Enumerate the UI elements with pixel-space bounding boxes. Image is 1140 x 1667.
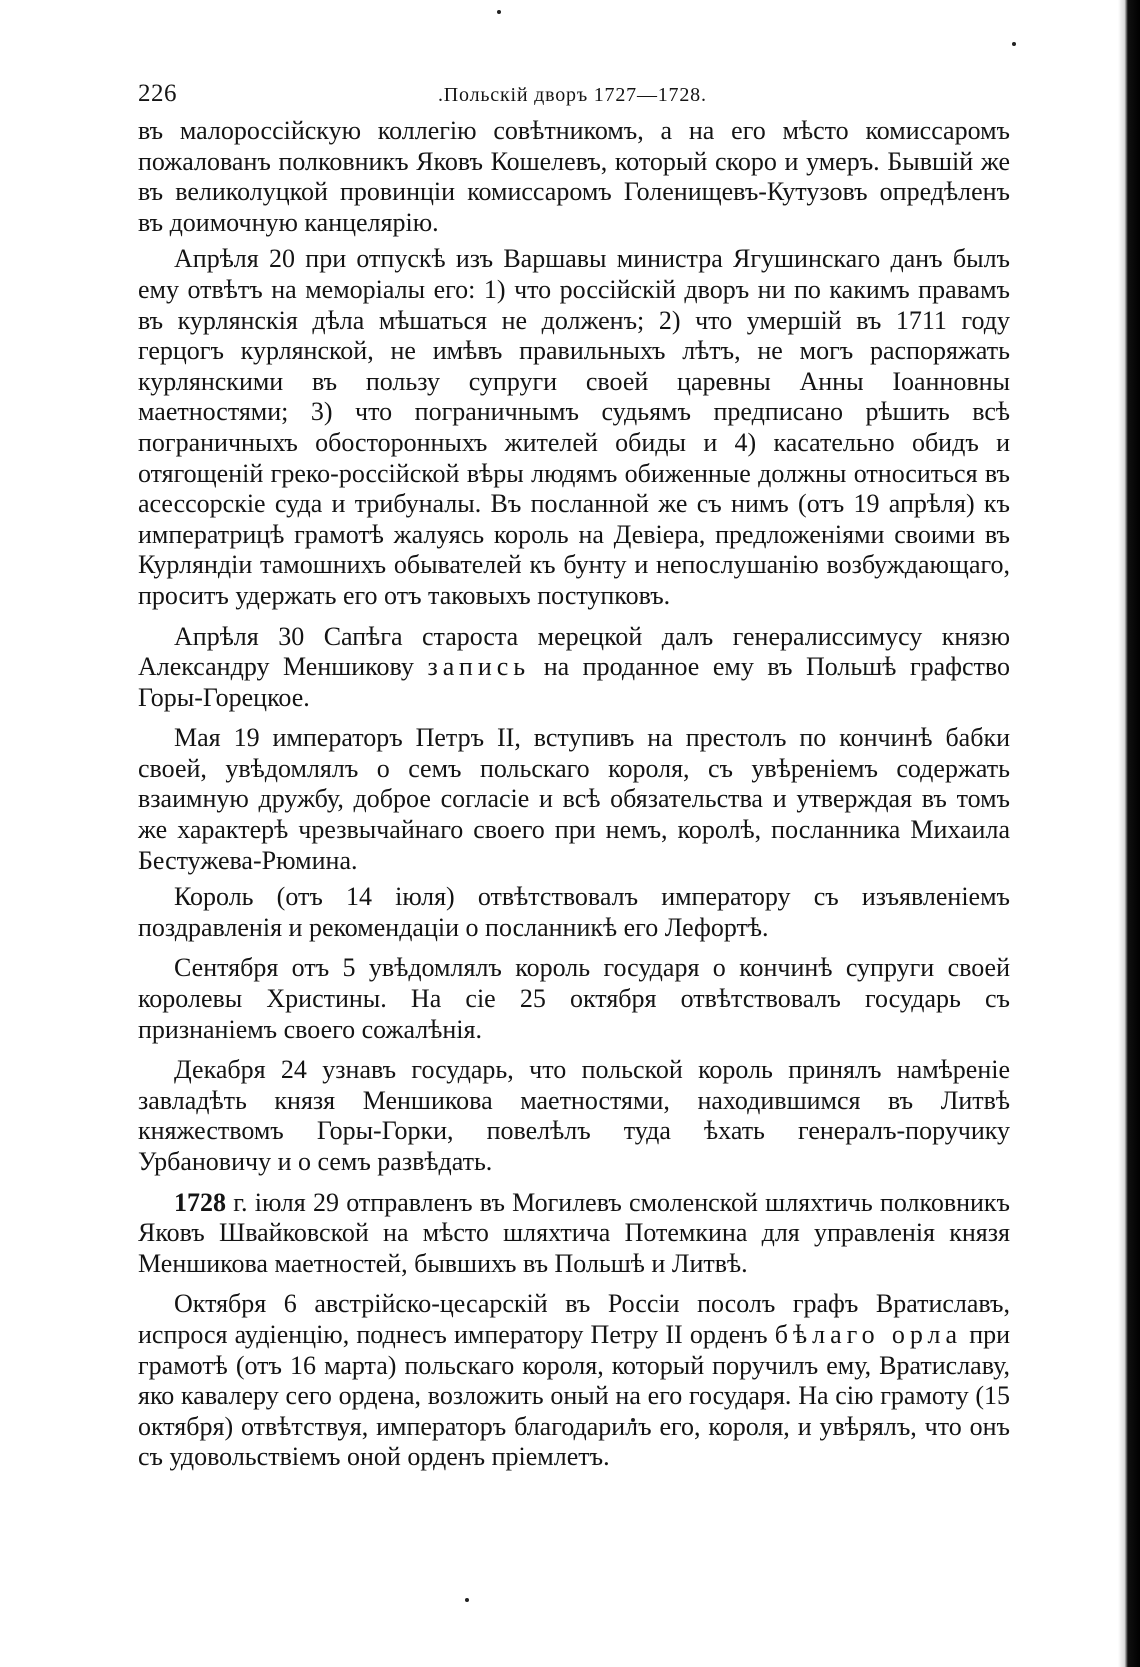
text-run: Апрѣля 30 Сапѣга староста мерецкой далъ генералиссимусу князю Александру Меншикову — [138, 621, 1010, 682]
paragraph: Сентября отъ 5 увѣдомлялъ король государя о кончинѣ супруги своей королевы Христины. На сіе 25 октября отвѣтствовалъ государь съ признаніемъ своего сожалѣнія. — [138, 953, 1010, 1044]
print-speck — [465, 1598, 469, 1602]
paragraph: Король (отъ 14 іюля) отвѣтствовалъ императору съ изъявленіемъ поздравленія и рекомендаціи о посланникѣ его Лефортѣ. — [138, 882, 1010, 942]
print-speck — [1012, 42, 1016, 46]
paragraph: Апрѣля 20 при отпускѣ изъ Варшавы министра Ягушинскаго данъ былъ ему отвѣтъ на меморіалы его: 1) что россійскій дворъ ни по какимъ правамъ въ курлянскія дѣла мѣшаться не долженъ; 2) что умершій въ 1711 году герцогъ курлянской, не имѣвъ правильныхъ лѣтъ, не могъ распоряжать курлянскими въ пользу супруги своей царевны Анны Іоанновны маетностями; 3) что пограничнымъ судьямъ предписано рѣшить всѣ пограничныхъ обосторонныхъ жителей обиды и 4) касательно обидъ и отягощеній греко-россійской вѣры людямъ обиженные должны относиться въ асессорскіе суда и трибуналы. Въ посланной же съ нимъ (отъ 19 апрѣля) къ императрицѣ грамотѣ жалуясь король на Девіера, предложеніями своими въ Курляндіи тамошнихъ обывателей къ бунту и непослушанію возбуждающаго, проситъ удержать его отъ таковыхъ поступковъ. — [138, 244, 1010, 610]
print-speck — [497, 10, 501, 14]
year-1728: 1728 — [174, 1187, 226, 1217]
page-body — [138, 116, 1010, 1473]
page-edge-shadow — [1118, 0, 1140, 1667]
paragraph: въ малороссійскую коллегію совѣтникомъ, а на его мѣсто комиссаромъ пожалованъ полковникъ Яковъ Кошелевъ, который скоро и умеръ. Бывшій же въ великолуцкой провинціи комиссаромъ Голенищевъ-Кутузовъ опредѣленъ въ доимочную канцелярію. — [138, 116, 1010, 237]
text-run: при грамотѣ (отъ 16 марта) польскаго короля, который поручилъ ему, Вратиславу, яко кавалеру сего ордена, возложить оный на его государя. На сію грамоту (15 октября) отвѣтствуя, императоръ благодарилъ его, короля, и увѣрялъ, что онъ съ удовольствіемъ оной орденъ пріемлетъ. — [138, 1319, 1011, 1472]
running-title: .Польскій дворъ 1727—1728. — [438, 84, 707, 106]
text-run: Октября 6 австрійско-цесарскій въ Россіи посолъ графъ Вратиславъ, испрося аудіенцію, поднесъ императору Петру II орденъ — [138, 1289, 1010, 1349]
paragraph — [138, 1188, 1010, 1280]
spaced-emphasis: запись — [427, 652, 531, 682]
text-run: г. іюля 29 отправленъ въ Могилевъ смоленской шляхтичь полковникъ Яковъ Швайковской на мѣсто шляхтича Потемкина для управленія князя Меншикова маетностей, бывшихъ въ Польшѣ и Литвѣ. — [138, 1187, 1011, 1278]
page-header — [138, 76, 1010, 116]
paragraph — [138, 1289, 1010, 1473]
page-number: 226 — [138, 80, 177, 107]
spaced-emphasis: бѣлаго орла — [774, 1319, 963, 1349]
paragraph: Декабря 24 узнавъ государь, что польской король принялъ намѣреніе завладѣть князя Меншикова маетностями, находившимся въ Литвѣ княжествомъ Горы-Горки, повелѣлъ туда ѣхать генералъ-поручику Урбановичу и о семъ развѣдать. — [138, 1055, 1010, 1176]
paragraph: Мая 19 императоръ Петръ II, вступивъ на престолъ по кончинѣ бабки своей, увѣдомлялъ о семъ польскаго короля, съ увѣреніемъ содержать взаимную дружбу, доброе согласіе и всѣ обязательства и утверждая въ томъ же характерѣ чрезвычайнаго своего при немъ, королѣ, посланника Михаила Бестужева-Рюмина. — [138, 723, 1010, 875]
paragraph — [138, 622, 1010, 714]
text-run: на проданное ему въ Польшѣ графство Горы-Горецкое. — [138, 652, 1010, 712]
book-page — [138, 76, 1010, 1479]
